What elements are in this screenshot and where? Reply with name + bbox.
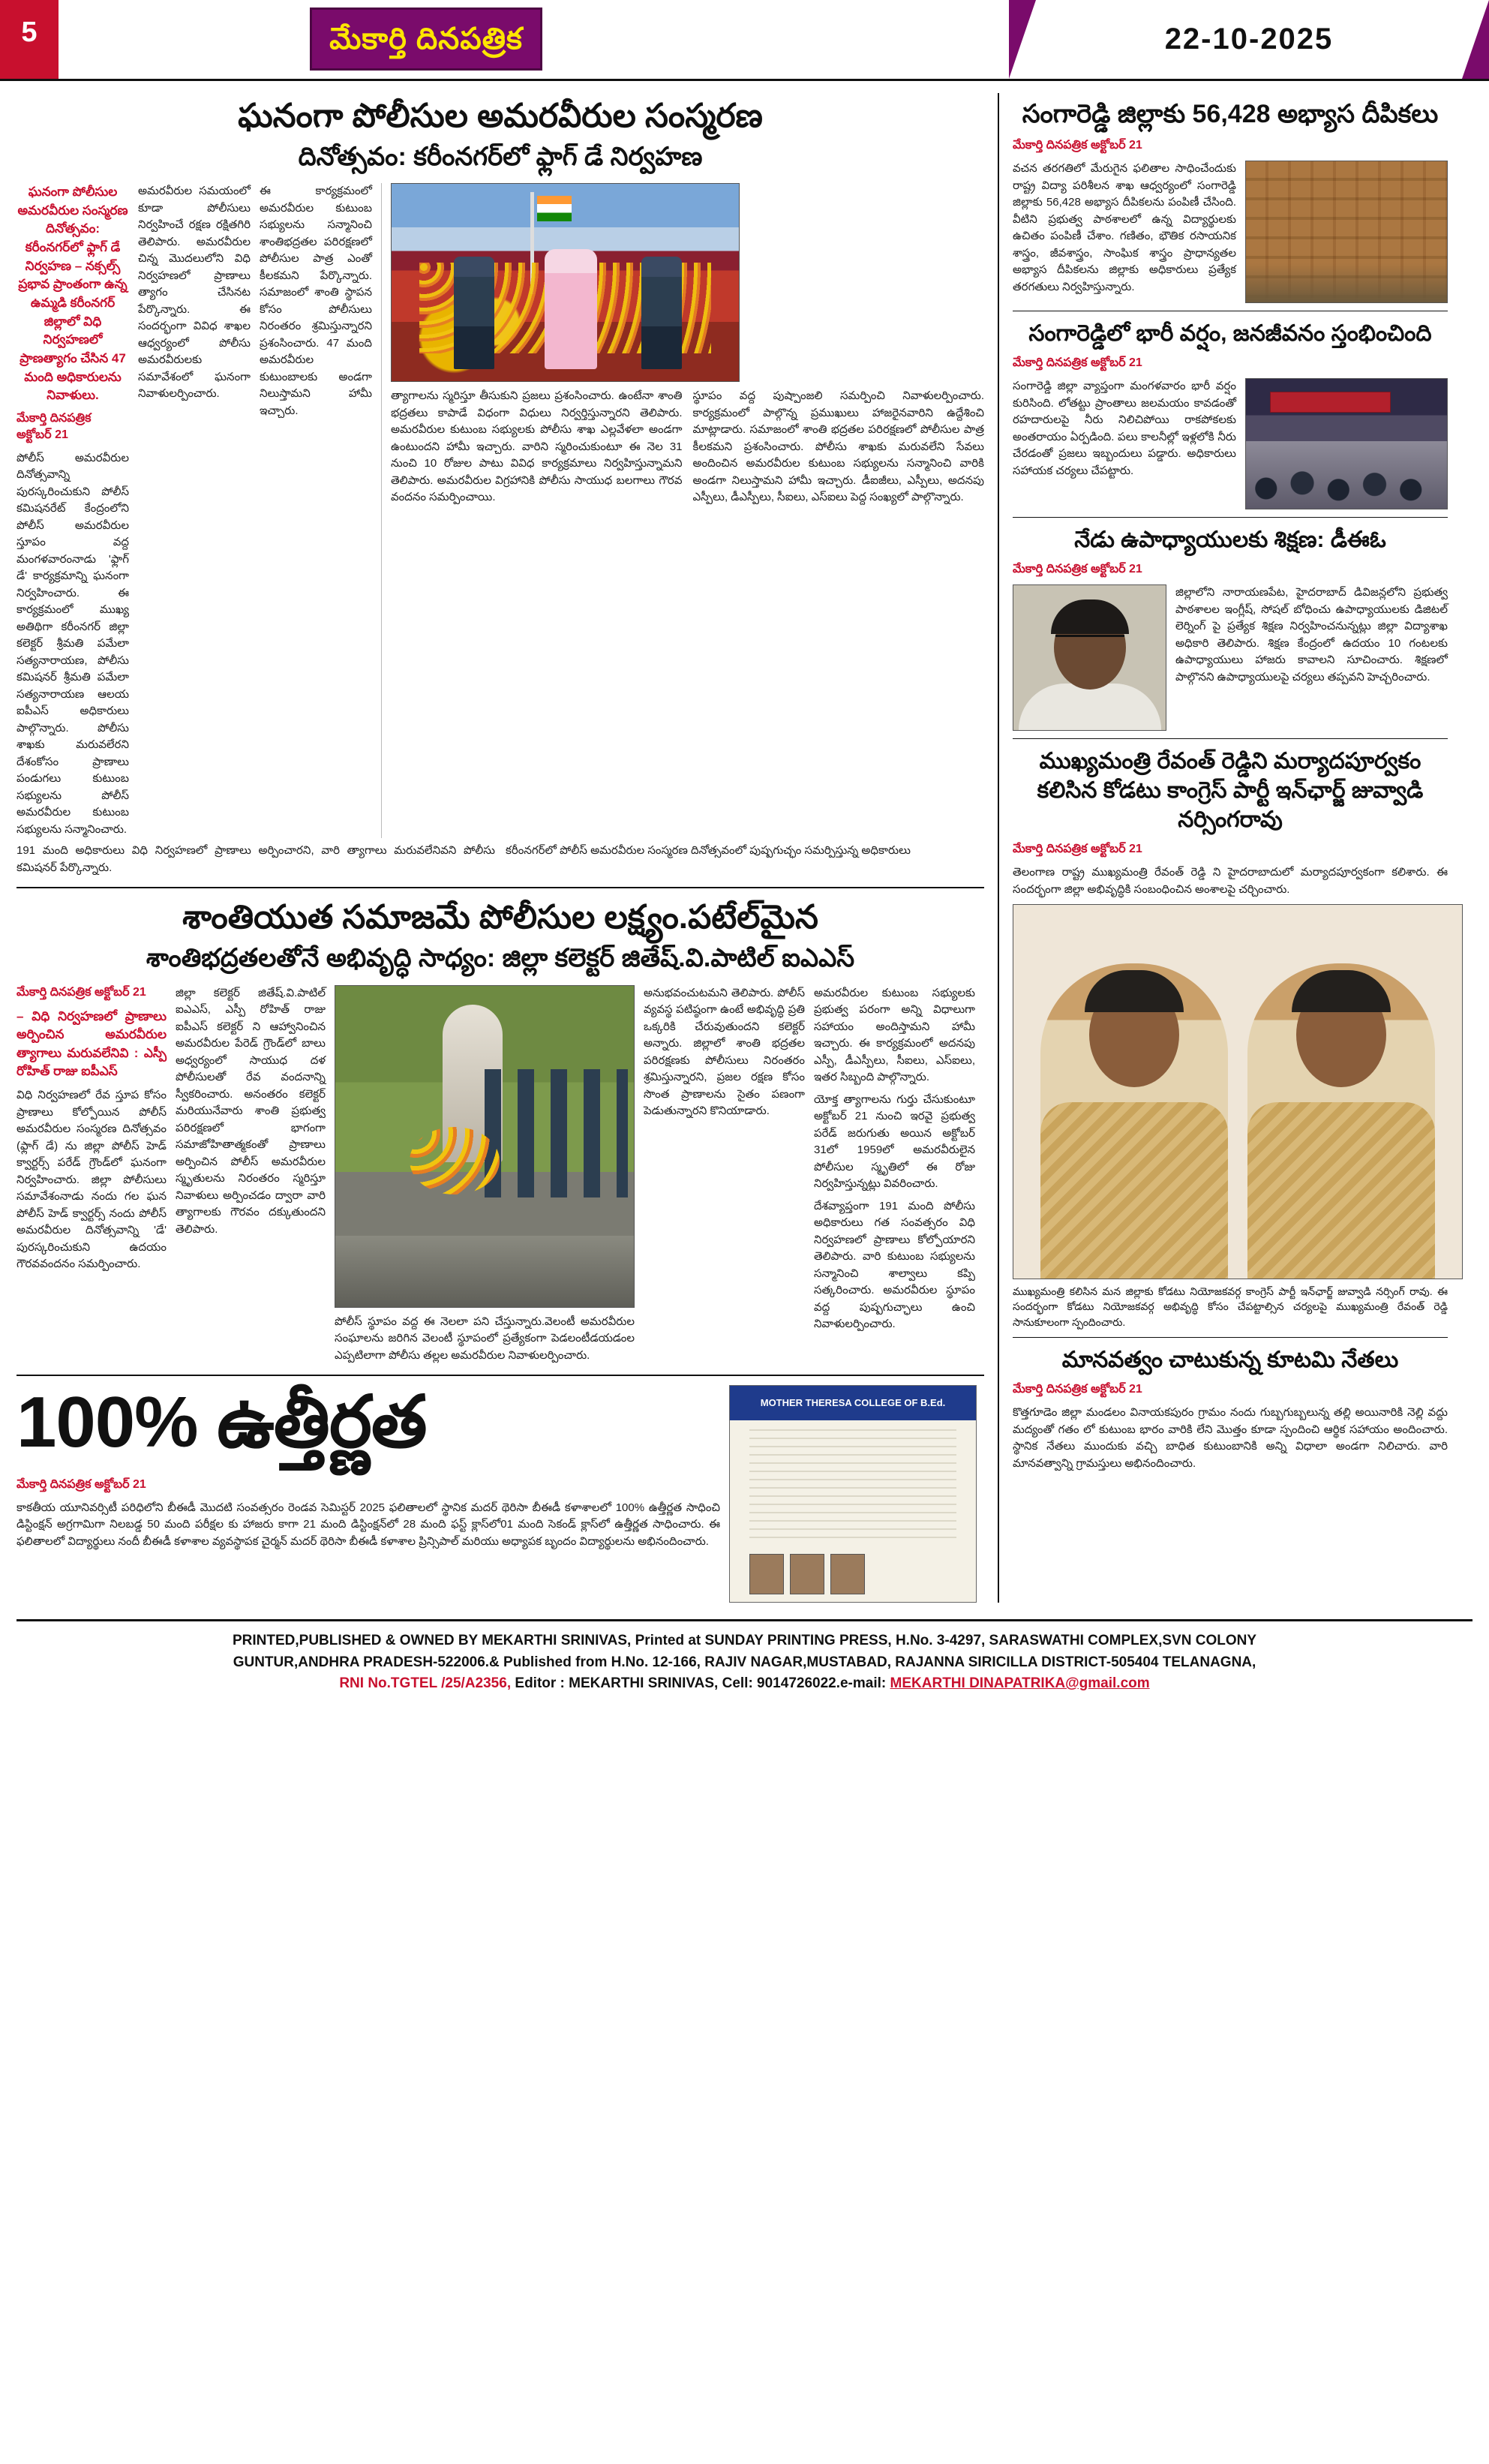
side-story5-body: కొత్తగూడెం జిల్లా మండలం వినాయకపురం గ్రామం నందు గుబ్బగుబ్బలున్న తల్లి అయినారికి నెల్లి వద్దు మద్యంతో గతం లో కుటుంబ భారం వారికి లేని మొత్తం కూడా స్పందించి ఆర్థిక సహాయం అందించారు. స్థానిక నేతలు ముందుకు వచ్చి బాధిత కుటుంబానికి అన్ని విధాలా అండగా నిలిచారు. వారి మానవత్వాన్ని గ్రామస్తులు అభినందించారు. xyxy=(1013,1406,1448,1470)
lead-story-body xyxy=(17,183,984,838)
lead-col2-b: ఈ కార్యక్రమంలో అమరవీరుల కుటుంబ సభ్యులను సన్మానించి శాంతిభద్రతల పరిరక్షణలో పోలీసుల పాత్ర ఎంతో కీలకమని పేర్కొన్నారు. సమాజంలో శాంతి స్థాపన కోసం పోలీసులు నిరంతరం శ్రమిస్తున్నారని ప్రశంసించారు. 47 మంది అమరవీరుల కుటుంబాలకు అండగా నిలుస్తామని హామీ ఇచ్చారు. xyxy=(260,185,372,417)
second-subhead: శాంతిభద్రతలతోనే అభివృద్ధి సాధ్యం: జిల్లా కలెక్టర్ జితేష్.వి.పాటిల్ ఐఎఎస్ xyxy=(146,944,855,973)
side-story1-body: వచన తరగతిలో మేరుగైన ఫలితాల సాధించేందుకు రాష్ట్ర విద్యా పరిశీలన శాఖ ఆధ్వర్యంలో సంగారెడ్డి జిల్లాకు 56,428 అభ్యాస దీపికలను పంపిణీ చేసింది. వీటిని ప్రభుత్వ పాఠశాలలో ఉన్న విద్యార్థులకు ఉచితం పంపిణీ చేశాం. గణితం, భౌతిక రసాయనిక శాస్త్రం, జీవశాస్త్రం, సాంఘిక శాస్త్రం ప్రాధాన్యతల అభ్యాస దీపికలను జిల్లాకు అధికారులు ప్రత్యేక తరగతులు నిర్వహిస్తున్నారు. xyxy=(1013,162,1236,293)
section-divider-2 xyxy=(17,1375,984,1376)
leader-right xyxy=(1247,963,1435,1279)
lead-headline: ఘనంగా పోలీసుల అమరవీరుల సంస్మరణ xyxy=(238,98,763,134)
lead-byline: మేకార్తి దినపత్రిక అక్టోబర్ 21 xyxy=(17,411,92,441)
portrait-hair xyxy=(1051,599,1129,634)
side-story2-body: సంగారెడ్డి జిల్లా వ్యాప్తంగా మంగళవారం భారీ వర్షం కురిసింది. లోతట్టు ప్రాంతాలు జలమయం కావడంతో రహదారులపై నీరు నిలిచిపోయి రాకపోకలకు అంతరాయం ఏర్పడింది. పలు కాలనీల్లో ఇళ్లలోకి నీరు చేరడంతో ప్రజలు ఇబ్బందులు పడ్డారు. అధికారులు సహాయక చర్యలు చేపట్టారు. xyxy=(1013,380,1236,477)
shawl-left xyxy=(1040,1102,1228,1279)
second-lede: – విధి నిర్వహణలో ప్రాణాలు అర్పించిన అమరవీరుల త్యాగాలు మరువలేనివి : ఎస్పీ రోహిత్ రాజు ఐపీఎస్ xyxy=(17,1008,167,1079)
page-body xyxy=(0,81,1489,1603)
imprint-footer xyxy=(17,1619,1472,1708)
results-big-text: 100% ఉత్తీర్ణత xyxy=(17,1382,427,1463)
certificate-text-lines xyxy=(749,1429,956,1542)
lead-col4: స్థూపం వద్ద పుష్పాంజలి సమర్పించి నివాళులర్పించారు. కార్యక్రమంలో పాల్గొన్న ప్రముఖులు హాజరైనవారిని ఉద్దేశించి మాట్లాడారు. సమాజంలో శాంతి భద్రతల పరిరక్షణలో పోలీసుల పాత్ర కీలకమని ప్రశంసించారు. పోలీసు శాఖకు మరువలేని సేవలు అందించిన అమరవీరుల కుటుంబ సభ్యులను సన్మానించి వారికి అండగా నిలుస్తామని హామీ ఇచ్చారు. డీఐజీలు, ఎస్పీలు, అదనపు ఎస్పీలు, డీఎస్పీలు, సీఐలు, ఎస్ఐలు పెద్ద సంఖ్యలో పాల్గొన్నారు. xyxy=(692,389,984,504)
side-story2-byline: మేకార్తి దినపత్రిక అక్టోబర్ 21 xyxy=(1013,356,1142,370)
lead-col2-a: అమరవీరుల సమయంలో కూడా పోలీసులు నిర్వహించే రక్షణ రక్షితగిరి తెలిపారు. అమరవీరుల చిన్న మొదలులోని విధి నిర్వహణలో ప్రాణాలు త్యాగం చేసినట పేర్కొన్నారు. ఈ సందర్భంగా వివిధ శాఖల ఆధ్వర్యంలో పోలీసు అమరవీరులకు సమావేశంలో ఘనంగా నివాళులర్పించారు. xyxy=(138,185,251,401)
side-story5-byline: మేకార్తి దినపత్రిక అక్టోబర్ 21 xyxy=(1013,1383,1142,1396)
footer-line-3 xyxy=(17,1673,1472,1695)
lead-col1: పోలీస్ అమరవీరుల దినోత్సవాన్ని పురస్కరించుకుని పోలీస్ కమిషనరేట్ కేంద్రంలోని పోలీస్ అమరవీరుల స్తూపం వద్ద మంగళవారంనాడు 'ఫ్లాగ్ డే' కార్యక్రమాన్ని ఘనంగా నిర్వహించారు. ఈ కార్యక్రమంలో ముఖ్య అతిథిగా కరీంనగర్ జిల్లా కలెక్టర్ శ్రీమతి పమేలా సత్యనారాయణ, పోలీసు కమిషనర్ శ్రీమతి పమేలా సత్యనారాయణ ఆలయ ఐపీఎస్ అధికారులు పాల్గొన్నారు. పోలీసు శాఖకు మరువలేరని దేశంకోసం ప్రాణాలు పండుగలు కుటుంబ సభ్యులను పోలీస్ అమరవీరుల కుటుంబ సభ్యులను సన్మానించారు. xyxy=(17,451,129,836)
side-story1-byline: మేకార్తి దినపత్రిక అక్టోబర్ 21 xyxy=(1013,139,1142,152)
footer-line-2: GUNTUR,ANDHRA PRADESH-522006.& Published from H.No. 12-166, RAJIV NAGAR,MUSTABAD, RAJANNA SIRICILLA DISTRICT-505404 TELANAGNA, xyxy=(233,1654,1256,1670)
lead-col2-c: 191 మంది అధికారులు విధి నిర్వహణలో ప్రాణాలు అర్పించారని, వారి త్యాగాలు మరువలేనివని పోలీసు కమిషనర్ పేర్కొన్నారు. xyxy=(17,844,495,874)
editor-info: Editor : MEKARTHI SRINIVAS, Cell: 9014726022.e-mail: xyxy=(515,1675,887,1692)
police-formation xyxy=(485,1069,628,1197)
police-officer-right xyxy=(641,257,682,369)
rni-number: RNI No.TGTEL /25/A2356, xyxy=(339,1675,512,1692)
second-byline: మేకార్తి దినపత్రిక అక్టోబర్ 21 xyxy=(17,985,146,999)
chief-guest xyxy=(545,249,597,369)
second-col2-b: అమరవీరుల కుటుంబ సభ్యులకు ప్రభుత్వ పరంగా అన్ని విధాలుగా సహాయం అందిస్తామని హామీ ఇచ్చారు. ఈ కార్యక్రమంలో అదనపు ఎస్పీ, డీఎస్పీలు, సీఐలు, ఎస్ఐలు, ఇతర సిబ్బంది పాల్గొన్నారు. xyxy=(814,986,975,1084)
student-photo xyxy=(749,1554,784,1594)
side-divider-2 xyxy=(1013,517,1448,518)
side-story4-body: తెలంగాణ రాష్ట్ర ముఖ్యమంత్రి రేవంత్ రెడ్డి ని హైదరాబాదులో మర్యాదపూర్వకంగా కలిశారు. ఈ సందర్భంగా జిల్లా అభివృద్ధికి సంబంధించిన అంశాలపై చర్చించారు. xyxy=(1013,866,1448,896)
second-col1-b: జిల్లా కలెక్టర్ జితేష్.వి.పాటిల్ ఐఎఎస్, ఎస్పీ రోహిత్ రాజు ఐపీఎస్ కలెక్టర్ ని ఆహ్వానించిన అమరవీరుల పేరెడ్ గ్రౌండ్‌లో బాలు అధ్వర్యంలో సాయుధ దళ పోలీసులతో రేవ వందనాన్ని స్వీకరించారు. అనంతరం కలెక్టర్ మరియునేవారు శాంతి ప్రభుత్వ పరిరక్షణలో భాగంగా సమాజోహితాత్మకంతో ప్రాణాలు అర్పించిన పోలీస్ అమరవీరుల స్మృతులను నిరంతరం స్మరిస్తూ నివాళులు అర్పించడం ద్వారా వారి త్యాగాలకు గౌరవం దక్కుతుందని తెలిపారు. xyxy=(176,986,326,1236)
national-flag xyxy=(537,196,572,221)
side-story3-headline: నేడు ఉపాధ్యాయులకు శిక్షణ: డీఈఓ xyxy=(1074,527,1386,553)
portrait-shirt xyxy=(1019,684,1161,730)
newspaper-logo: మేకార్తి దినపత్రిక xyxy=(310,8,542,71)
side-divider-3 xyxy=(1013,738,1448,739)
results-story xyxy=(17,1382,984,1603)
results-body: కాకతీయ యూనివర్సిటీ పరిధిలోని బీఈడీ మొదటి సంవత్సరం రెండవ సెమిస్టర్ 2025 ఫలితాలలో స్థానిక మదర్ థెరిసా బీఈడీ కళాశాలలో 100% ఉత్తీర్ణత సాధించి డిస్టింక్షన్ అగ్రగామిగా నిలబడ్డ 50 మంది పరీక్షల కు హాజరు కాగా 21 మంది డిస్టింక్షన్‌లో 28 మంది ఫస్ట్ క్లాస్‌లో01 మంది సెకండ్ క్లాస్‌లో ఉత్తీర్ణత సాధించారు. ఈ ఫలితాలలో విద్యార్థులు నందీ బీఈడీ కళాశాల వ్యవస్థాపక చైర్మన్ మదర్ థెరిసా బీఈడీ కళాశాల ప్రిన్సిపాల్ మరియు అధ్యాపక బృందం విద్యార్థులను అభినందించారు. xyxy=(17,1501,720,1548)
lead-col3: త్యాగాలను స్మరిస్తూ తీసుకుని ప్రజలు ప్రశంసించారు. ఉంటేనా శాంతి భద్రతలు కాపాడే విధంగా విధులు నిర్వర్తిస్తున్నారని తెలిపారు. అమరవీరుల కుటుంబ సభ్యులకు పోలీసు శాఖ ఎల్లవేళలా అండగా ఉంటుందని హామీ ఇచ్చారు. వారిని స్మరించుకుంటూ ఈ నెల 31 నుంచి 10 రోజుల పాటు వివిధ కార్యక్రమాలు నిర్వహిస్తున్నామని తెలిపారు. అమరవీరుల విగ్రహానికి పోలీసు సాయుధ బలగాలు గౌరవ వందనం సమర్పించాయి. xyxy=(391,389,683,504)
photo-results-certificate xyxy=(729,1385,977,1603)
student-photos xyxy=(749,1554,865,1594)
paved-ground xyxy=(335,1236,634,1306)
side-story5-headline: మానవత్వం చాటుకున్న కూటమి నేతలు xyxy=(1061,1348,1399,1373)
side-divider-4 xyxy=(1013,1337,1448,1338)
spectacles-icon xyxy=(1055,635,1124,647)
page-number-badge: 5 xyxy=(0,0,59,79)
flower-wreath xyxy=(410,1127,500,1194)
masthead xyxy=(0,0,1489,81)
wedge-left-decoration xyxy=(1009,0,1036,79)
photo-police-memorial xyxy=(335,985,635,1308)
masthead-right xyxy=(1009,0,1489,79)
second-story-body xyxy=(17,985,984,1365)
lead-subhead: దినోత్సవం: కరీంనగర్‌లో ఫ్లాగ్ డే నిర్వహణ xyxy=(298,142,703,171)
main-column xyxy=(17,93,984,1603)
section-divider-1 xyxy=(17,887,984,888)
photo-flag-day-ceremony xyxy=(391,183,740,382)
side-story4-photo-caption: ముఖ్యమంత్రి కలిసిన మన జిల్లాకు కోడటు నియోజకవర్గ కాంగ్రెస్ పార్టీ ఇన్‌ఛార్జ్ జువ్వాడి నర్సింగ్ రావు. ఈ సందర్భంగా కోడటు నియోజకవర్గ అభివృద్ధి కోసం చేపట్టాల్సిన చర్యలపై ముఖ్యమంత్రి రేవంత్ రెడ్డి సానుకూలంగా స్పందించారు. xyxy=(1013,1285,1448,1328)
second-photo-caption: పోలీస్ స్థూపం వద్ద ఈ నెలలా పని చేస్తున్నారు.వెలంటీ అమరవీరుల సంఘాలను జరిగిన వెలంటీ స్థూపంలో ప్రత్యేకంగా పెడలంటీడయడంల ఎప్పటిలాగా పోలీసు తల్లల అమరవీరుల నివాళులర్పించారు. xyxy=(335,1315,635,1362)
side-story2-headline: సంగారెడ్డిలో భారీ వర్షం, జనజీవనం స్తంభించింది xyxy=(1028,321,1432,347)
side-column xyxy=(998,93,1448,1603)
photo-abhyasa-deepika-boxes xyxy=(1245,161,1448,303)
side-story4-byline: మేకార్తి దినపత్రిక అక్టోబర్ 21 xyxy=(1013,843,1142,856)
certificate-title: MOTHER THERESA COLLEGE OF B.Ed. xyxy=(730,1386,976,1420)
photo-cm-and-leader xyxy=(1013,904,1463,1279)
event-banner xyxy=(1270,392,1391,413)
side-story1-headline: సంగారెడ్డి జిల్లాకు 56,428 అభ్యాస దీపికలు xyxy=(1022,100,1439,128)
student-photo xyxy=(790,1554,824,1594)
second-col2-a: అనుభవంచుటమని తెలిపారు. పోలీస్ వ్యవస్థ పటిష్ఠంగా ఉంటే అభివృద్ధి ప్రతి ఒక్కరికి చేరువుతుందని కలెక్టర్ అన్నారు. జిల్లాలో శాంతి భద్రతల పరిరక్షణకు పోలీసులు నిరంతరం శ్రమిస్తున్నారని, ప్రజల రక్షణ కోసం సొంత ప్రాణాలను సైతం పణంగా పెడుతున్నారని కొనియాడారు. xyxy=(644,986,805,1118)
lead-photo-caption: కరీంనగర్‌లో పోలీస్ అమరవీరుల సంస్మరణ దినోత్సవంలో పుష్పగుచ్ఛం సమర్పిస్తున్న అధికారులు xyxy=(506,844,911,858)
second-col1-a: విధి నిర్వహణలో రేవ స్తూప కోసం ప్రాణాలు కోల్పోయిన పోలీస్ అమరవీరుల సంస్మరణ దినోత్సవం (ఫ్లాగ్ డే) ను జిల్లా పోలీస్ హెడ్ క్వార్టర్స్ పరేడ్ గ్రౌండ్‌లో ఘనంగా నిర్వహించారు. జిల్లా పోలీసులు సమావేశంనాడు నందు గల ఘన పోలీస్ హెడ్ క్వార్టర్స్ నందు పోలీస్ అమరవీరుల దినోత్సవాన్ని 'డే' పురస్కరించుకుని ఉదయం గౌరవవందనం సమర్పించారు. xyxy=(17,1089,167,1271)
side-story3-body: జిల్లాలోని నారాయణపేట, హైదరాబాద్ డివిజన్లలోని ప్రభుత్వ పాఠశాలల ఇంగ్లీష్, సోషల్ బోధించు ఉపాధ్యాయులకు డిజిటల్ లెర్నింగ్ పై ప్రత్యేక శిక్షణ నిర్వహించనున్నట్లు జిల్లా విద్యాశాఖ అధికారి తెలిపారు. శిక్షణ కేంద్రంలో ఉదయం 10 గంటలకు ఉపాధ్యాయులు హాజరు కావాలని సూచించారు. శిక్షణలో పాల్గొనని ఉపాధ్యాయులపై చర్యలు తప్పవని హెచ్చరించారు. xyxy=(1175,586,1448,684)
hair-left xyxy=(1085,970,1184,1012)
second-col3-b: దేశవ్యాప్తంగా 191 మంది పోలీసు అధికారులు గత సంవత్సరం విధి నిర్వహణలో ప్రాణాలు కోల్పోయారని తెలిపారు. వారి కుటుంబ సభ్యులను సన్మానించి శాల్వాలు కప్పి సత్కరించారు. అమరవీరుల స్థూపం వద్ద పుష్పగుచ్ఛాలు ఉంచి నివాళులర్పించారు. xyxy=(814,1199,975,1331)
police-officer-left xyxy=(454,257,494,369)
audience-crowd xyxy=(1246,441,1447,509)
results-byline: మేకార్తి దినపత్రిక అక్టోబర్ 21 xyxy=(17,1477,146,1491)
second-col3-a: యోక్త త్యాగాలను గుర్తు చేసుకుంటూ అక్టోబర్ 21 నుంచి ఇరవై ప్రభుత్వ పరేడ్ జరుగుతు అయిన అక్టోబర్ 31లో 1959లో అమరవీరులైన పోలీసుల స్మృతిలో ఈ రోజు నిర్వహిస్తున్నట్లు వివరించారు. xyxy=(814,1092,975,1191)
photo-deo-portrait xyxy=(1013,584,1166,731)
column-divider xyxy=(381,183,382,838)
photo-meeting-hall xyxy=(1245,378,1448,509)
hair-right xyxy=(1292,970,1391,1012)
lead-lede: ఘనంగా పోలీసుల అమరవీరుల సంస్మరణ దినోత్సవం: కరీంనగర్‌లో ఫ్లాగ్ డే నిర్వహణ – నక్సల్స్ ప్రభావ ప్రాంతంగా ఉన్న ఉమ్మడి కరీంనగర్ జిల్లాలో విధి నిర్వహణలో ప్రాణత్యాగం చేసిన 47 మంది అధికారులను నివాళులు. xyxy=(17,185,128,403)
masthead-left xyxy=(59,0,1009,79)
email-link[interactable]: MEKARTHI DINAPATRIKA@gmail.com xyxy=(890,1675,1150,1692)
shawl-right xyxy=(1247,1102,1435,1279)
wedge-right-decoration xyxy=(1462,0,1489,79)
side-story4-headline: ముఖ్యమంత్రి రేవంత్ రెడ్డిని మర్యాదపూర్వకం కలిసిన కోడటు కాంగ్రెస్ పార్టీ ఇన్‌ఛార్జ్ జువ్వాడి నర్సింగరావు xyxy=(1037,749,1424,833)
student-photo xyxy=(830,1554,865,1594)
footer-line-1: PRINTED,PUBLISHED & OWNED BY MEKARTHI SRINIVAS, Printed at SUNDAY PRINTING PRESS, H.No. 3-4297, SARASWATHI COMPLEX,SVN COLONY xyxy=(232,1633,1256,1649)
leader-left xyxy=(1040,963,1228,1279)
second-headline: శాంతియుత సమాజమే పోలీసుల లక్ష్యం.పటేల్‌మైన xyxy=(182,899,818,936)
issue-date: 22-10-2025 xyxy=(1164,23,1334,56)
side-story3-byline: మేకార్తి దినపత్రిక అక్టోబర్ 21 xyxy=(1013,563,1142,576)
